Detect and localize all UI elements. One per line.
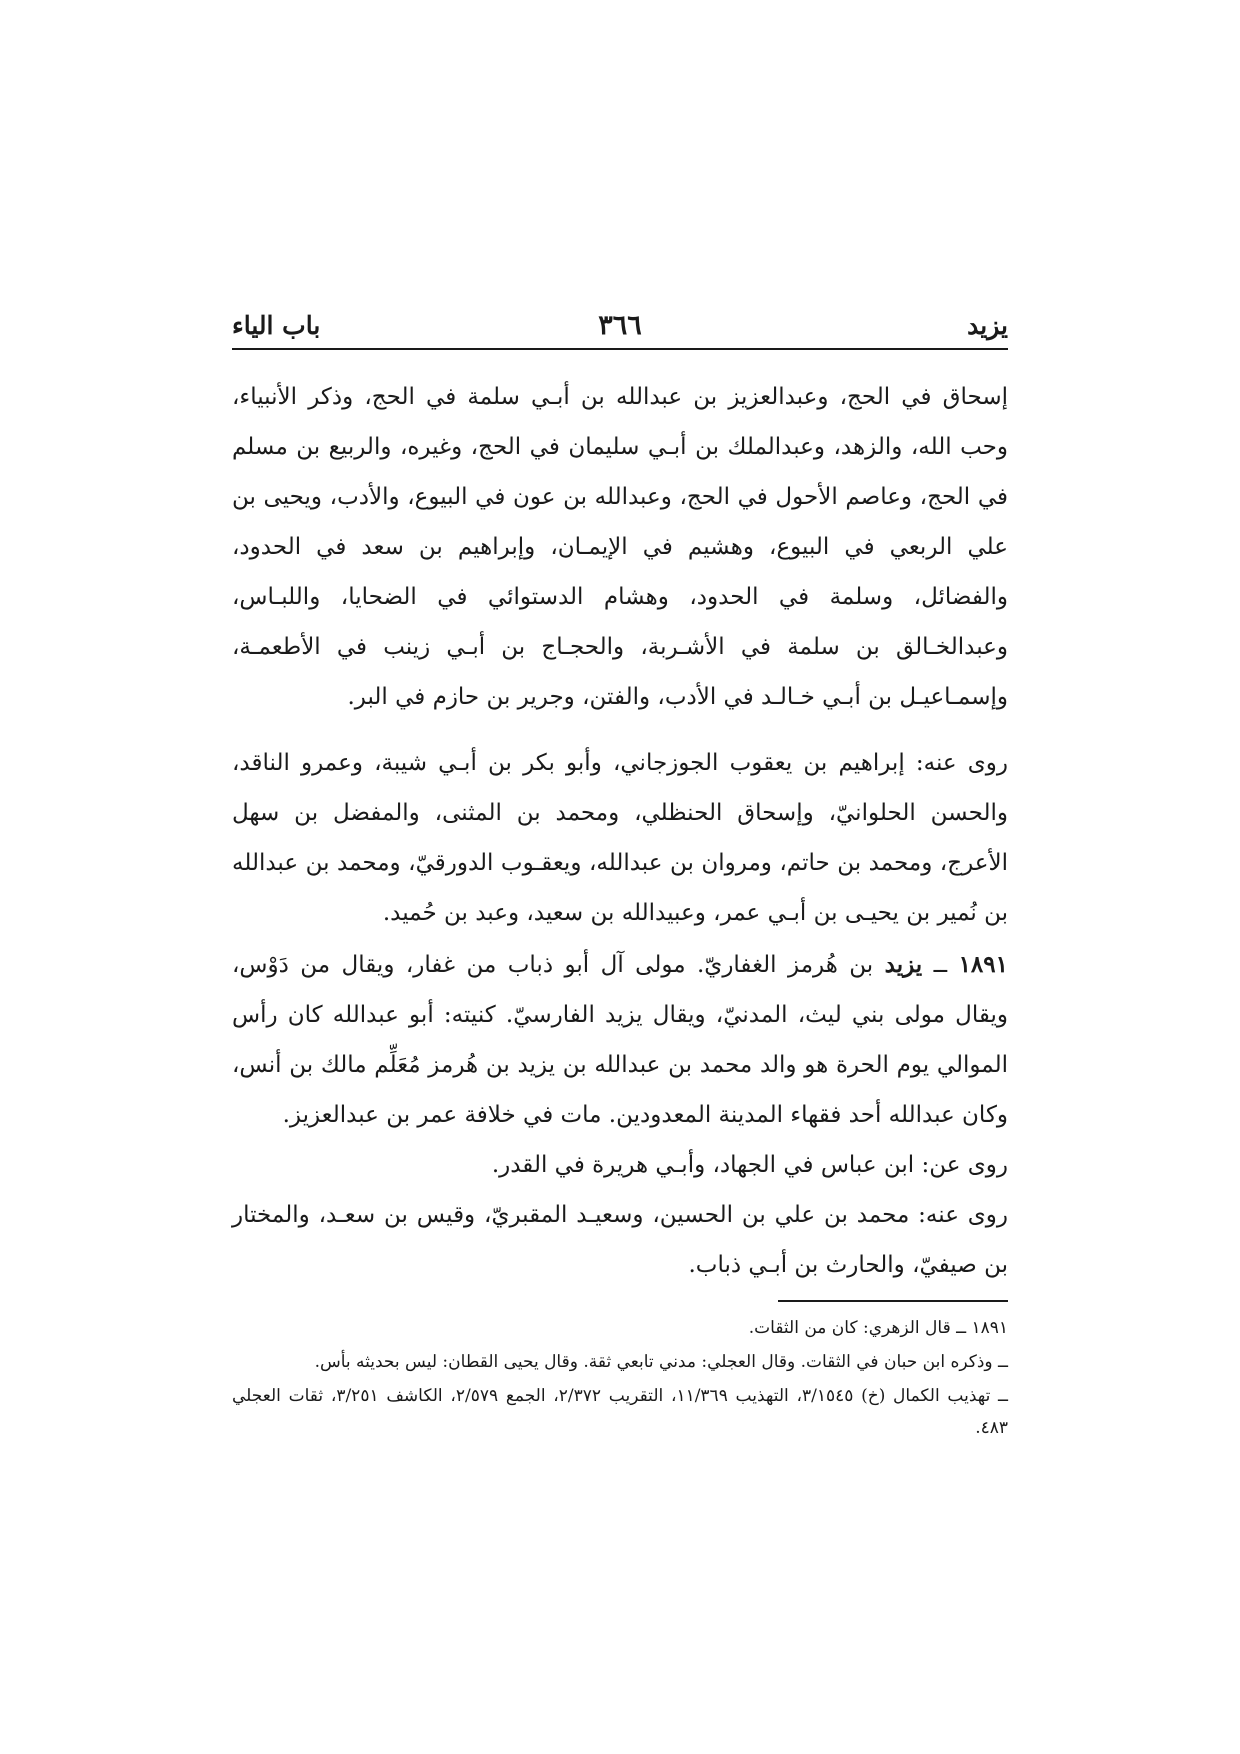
header-chapter-title: باب الياء [232,311,321,340]
footnote-separator [778,1300,1008,1302]
page-number: ٣٦٦ [598,310,642,341]
paragraph-narrated-from: روى عن: ابن عباس في الجهاد، وأبـي هريرة في القدر. [491,1152,1008,1178]
paragraph-narrated-from-him-2: روى عنه: محمد بن علي بن الحسين، وسعيـد المقبريّ، وقيس بن سعـد، والمختار بن صيفيّ، والحارث بن أبـي ذباب. [232,1202,1008,1278]
header-rule [232,348,1008,350]
main-text [232,372,1008,1290]
entry-number: ١٨٩١ [958,951,1008,978]
footnote-2: ــ وذكره ابن حبان في الثقات. وقال العجلي: مدني تابعي ثقة. وقال يحيى القطان: ليس بحديثه بأس. [314,1352,1008,1372]
footnotes [232,1312,1008,1446]
paragraph-narrated-from-him: روى عنه: إبراهيم بن يعقوب الجوزجاني، وأبو بكر بن أبـي شيبة، وعمرو الناقد، والحسن الحلوانيّ، وإسحاق الحنظلي، ومحمد بن المثنى، والمفضل بن سهل الأعرج، ومحمد بن حاتم، ومروان بن عبدالله، ويعقـوب الدورقيّ، ومحمد بن عبدالله بن نُمير بن يحيـى بن أبـي عمر، وعبيدالله بن سعيد، وعبد بن حُميد. [232,750,1008,926]
footnote-3: ــ تهذيب الكمال (خ) ٣/١٥٤٥، التهذيب ١١/٣٦٩، التقريب ٢/٣٧٢، الجمع ٢/٥٧٩، الكاشف ٣/٢٥١، ثقات العجلي ٤٨٣. [232,1386,1009,1438]
header-entry-word: يزيد [967,311,1008,340]
entry-text: بن هُرمز الغفاريّ. مولى آل أبو ذباب من غفار، ويقال من دَوْس، ويقال مولى بني ليث، المدنيّ، ويقال يزيد الفارسيّ. كنيته: أبو عبدالله كان رأس الموالي يوم الحرة هو والد محمد بن عبدالله بن يزيد بن هُرمز مُعَلِّم مالك بن أنس، وكان عبدالله أحد فقهاء المدينة المعدودين. مات في خلافة عمر بن عبدالعزيز. [232,952,1008,1128]
paragraph-narrators-list: إسحاق في الحج، وعبدالعزيز بن عبدالله بن أبـي سلمة في الحج، وذكر الأنبياء، وحب الله، والزهد، وعبدالملك بن أبـي سليمان في الحج، وغيره، والربيع بن مسلم في الحج، وعاصم الأحول في الحج، وعبدالله بن عون في البيوع، والأدب، ويحيى بن علي الربعي في البيوع، وهشيم في الإيمـان، وإبراهيم بن سعد في الحدود، والفضائل، وسلمة في الحدود، وهشام الدستوائي في الضحايا، واللبـاس، وعبدالخـالق بن سلمة في الأشـربة، والحجـاج بن أبـي زينب في الأطعمـة، وإسمـاعيـل بن أبـي خـالـد في الأدب، والفتن، وجرير بن حازم في البر. [232,384,1008,710]
entry-dash: ــ [922,952,959,978]
entry-name: يزيد [884,951,923,978]
running-header [232,306,1008,346]
biography-entry [232,940,1008,1140]
footnote-1: ١٨٩١ ــ قال الزهري: كان من الثقات. [748,1318,1008,1338]
